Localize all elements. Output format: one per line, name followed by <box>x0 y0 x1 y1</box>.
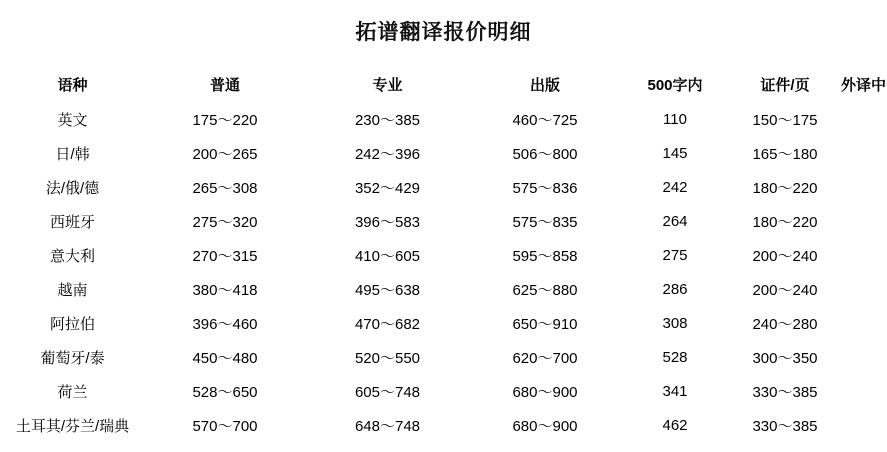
cell-professional: 605～748 <box>305 374 470 408</box>
cell-certificate: 300～350 <box>730 340 840 374</box>
cell-professional: 495～638 <box>305 272 470 306</box>
cell-under-500-words: 528 <box>620 340 730 374</box>
cell-normal: 380～418 <box>145 272 305 306</box>
cell-normal: 270～315 <box>145 238 305 272</box>
cell-professional: 230～385 <box>305 102 470 136</box>
cell-foreign-to-chinese <box>840 136 887 170</box>
cell-foreign-to-chinese <box>840 306 887 340</box>
cell-language: 越南 <box>0 272 145 306</box>
cell-foreign-to-chinese <box>840 374 887 408</box>
cell-language: 葡萄牙/泰 <box>0 340 145 374</box>
cell-under-500-words: 110 <box>620 102 730 136</box>
cell-professional: 648～748 <box>305 408 470 442</box>
page-title: 拓谱翻译报价明细 <box>355 21 532 44</box>
cell-publishing: 506～800 <box>470 136 620 170</box>
cell-publishing: 575～835 <box>470 204 620 238</box>
cell-under-500-words: 341 <box>620 374 730 408</box>
column-header-foreign-to-chinese: 外译中 <box>840 76 886 94</box>
table-row <box>0 306 887 340</box>
cell-certificate: 200～240 <box>730 272 840 306</box>
cell-professional: 470～682 <box>305 306 470 340</box>
cell-normal: 396～460 <box>145 306 305 340</box>
cell-certificate: 150～175 <box>730 102 840 136</box>
cell-certificate: 330～385 <box>730 408 840 442</box>
cell-publishing: 680～900 <box>470 408 620 442</box>
cell-under-500-words: 145 <box>620 136 730 170</box>
cell-publishing: 595～858 <box>470 238 620 272</box>
cell-publishing: 625～880 <box>470 272 620 306</box>
cell-foreign-to-chinese <box>840 238 887 272</box>
cell-normal: 570～700 <box>145 408 305 442</box>
cell-certificate: 180～220 <box>730 170 840 204</box>
cell-language: 阿拉伯 <box>0 306 145 340</box>
cell-normal: 200～265 <box>145 136 305 170</box>
column-header-certificate-per-page: 证件/页 <box>760 76 810 94</box>
cell-normal: 175～220 <box>145 102 305 136</box>
column-header-publishing: 出版 <box>529 76 560 94</box>
cell-language: 日/韩 <box>0 136 145 170</box>
table-row <box>0 408 887 442</box>
cell-language: 荷兰 <box>0 374 145 408</box>
cell-certificate: 165～180 <box>730 136 840 170</box>
cell-professional: 352～429 <box>305 170 470 204</box>
cell-language: 英文 <box>0 102 145 136</box>
cell-foreign-to-chinese <box>840 340 887 374</box>
cell-under-500-words: 286 <box>620 272 730 306</box>
column-header-professional: 专业 <box>372 76 403 94</box>
table-row <box>0 272 887 306</box>
cell-foreign-to-chinese <box>840 408 887 442</box>
cell-language: 西班牙 <box>0 204 145 238</box>
table-row <box>0 102 887 136</box>
table-row <box>0 136 887 170</box>
cell-language: 法/俄/德 <box>0 170 145 204</box>
cell-under-500-words: 264 <box>620 204 730 238</box>
table-row <box>0 204 887 238</box>
column-header-under-500-words: 500字内 <box>647 76 703 94</box>
cell-publishing: 460～725 <box>470 102 620 136</box>
cell-foreign-to-chinese <box>840 272 887 306</box>
price-table <box>0 56 887 442</box>
cell-certificate: 180～220 <box>730 204 840 238</box>
cell-normal: 450～480 <box>145 340 305 374</box>
cell-language: 土耳其/芬兰/瑞典 <box>0 408 145 442</box>
cell-language: 意大利 <box>0 238 145 272</box>
cell-under-500-words: 308 <box>620 306 730 340</box>
cell-professional: 396～583 <box>305 204 470 238</box>
cell-certificate: 200～240 <box>730 238 840 272</box>
cell-publishing: 620～700 <box>470 340 620 374</box>
cell-under-500-words: 275 <box>620 238 730 272</box>
cell-foreign-to-chinese <box>840 170 887 204</box>
table-header-row <box>0 56 887 102</box>
column-header-language: 语种 <box>57 76 88 94</box>
cell-under-500-words: 242 <box>620 170 730 204</box>
table-row <box>0 374 887 408</box>
cell-certificate: 240～280 <box>730 306 840 340</box>
cell-normal: 265～308 <box>145 170 305 204</box>
cell-normal: 275～320 <box>145 204 305 238</box>
table-header <box>0 56 887 102</box>
table-row <box>0 170 887 204</box>
table-row <box>0 340 887 374</box>
cell-publishing: 650～910 <box>470 306 620 340</box>
cell-foreign-to-chinese <box>840 102 887 136</box>
cell-foreign-to-chinese <box>840 204 887 238</box>
cell-professional: 410～605 <box>305 238 470 272</box>
column-header-normal: 普通 <box>209 76 240 94</box>
cell-publishing: 575～836 <box>470 170 620 204</box>
table-body <box>0 102 887 442</box>
cell-normal: 528～650 <box>145 374 305 408</box>
cell-certificate: 330～385 <box>730 374 840 408</box>
cell-publishing: 680～900 <box>470 374 620 408</box>
cell-under-500-words: 462 <box>620 408 730 442</box>
cell-professional: 520～550 <box>305 340 470 374</box>
table-row <box>0 238 887 272</box>
cell-professional: 242～396 <box>305 136 470 170</box>
